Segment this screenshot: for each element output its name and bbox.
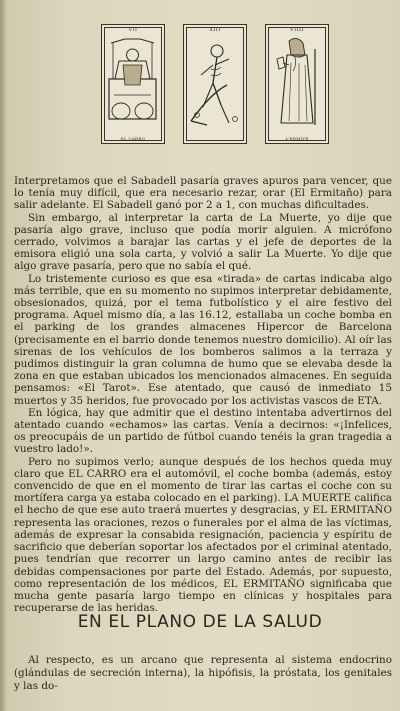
hermit-card-icon — [269, 35, 324, 131]
tarot-card-chariot — [101, 24, 165, 144]
death-card-icon — [187, 35, 242, 131]
tarot-cards-illustration — [101, 24, 329, 146]
section-heading: EN EL PLANO DE LA SALUD — [77, 612, 323, 632]
card-numeral: XIII — [209, 27, 221, 33]
tarot-card-death — [183, 24, 247, 144]
paragraph: Lo tristemente curioso es que esa «tirada» de cartas indicaba algo más terrible, que en su momento no supimos interpretar debidamente, obsesionados, quizá, por el tema futbolístico y el aire festivo del programa. Aquel mismo día, a las 16.12, estallaba un coche bomba en el parking de los grandes almacenes Hipercor de Barcelona (precisamente en el barrio donde tenemos nuestro domicilio). Al oír las sirenas de los vehículos de los bomberos salimos a la terraza y pudimos distinguir la gran columna de humo que se elevaba desde la zona en que estaban ubicados los mencionados almacenes. En seguida pensamos: «El Tarot». Ese atentado, que causó de inmediato 15 muertos y 35 heridos, fue provocado por los activistas vascos de ETA. — [14, 272, 392, 407]
card-name: EL CARRO — [120, 136, 146, 141]
paragraph: Interpretamos que el Sabadell pasaría graves apuros para vencer, que lo tenía muy difícil, que era necesario rezar, orar (El Ermitaño) para salir adelante. El Sabadell ganó por 2 a 1, con muchas dificultades. — [14, 175, 392, 212]
paragraph: Pero no supimos verlo; aunque después de los hechos queda muy claro que EL CARRO era el automóvil, el coche bomba (además, estoy convencido de que en el momento de tirar las cartas el coche con su mortífera carga ya estaba colocado en el parking). LA MUERTE califica el hecho de que ese auto traerá muertes y desgracias, y EL ERMITAÑO representa las oraciones, rezos o funerales por el alma de las víctimas, además de expresar la consabida resignación, paciencia y espíritu de sacrificio que deberían soportar los afectados por el criminal atentado, pues tendrían que recorrer un largo camino antes de recibir las debidas compensaciones por parte del Estado. Además, por supuesto, como representación de los médicos, EL ERMITAÑO significaba que mucha gente pasaría largo tiempo en clínicas y hospitales para recuperarse de las heridas. — [14, 455, 392, 615]
card-name: L'ERMITE — [285, 136, 309, 141]
card-numeral: VII — [128, 27, 138, 33]
book-spine-shadow — [0, 0, 6, 711]
paragraph: En lógica, hay que admitir que el destino intentaba advertirnos del atentado cuando «echamos» las cartas. Venía a decirnos: «¡Infelices, os preocupáis de un partido de fútbol cuando tenéis la gran tragedia a vuestro lado!». — [14, 406, 392, 456]
card-numeral: VIIII — [289, 27, 304, 33]
tarot-card-hermit — [265, 24, 329, 144]
chariot-card-icon — [105, 35, 160, 131]
section-body — [14, 654, 392, 693]
paragraph: Sin embargo, al interpretar la carta de La Muerte, yo dije que pasaría algo grave, incluso que podía morir alguien. A micrófono cerrado, volvimos a barajar las cartas y el jefe de deportes de la emisora eligió una sola carta, y volvió a salir La Muerte. Yo dije que algo grave pasaría, pero que no sabía el qué. — [14, 211, 392, 273]
body-text — [14, 175, 392, 614]
paragraph: Al respecto, es un arcano que representa al sistema endocrino (glándulas de secreción interna), la hipófisis, la próstata, los genitales y las do- — [14, 654, 392, 692]
